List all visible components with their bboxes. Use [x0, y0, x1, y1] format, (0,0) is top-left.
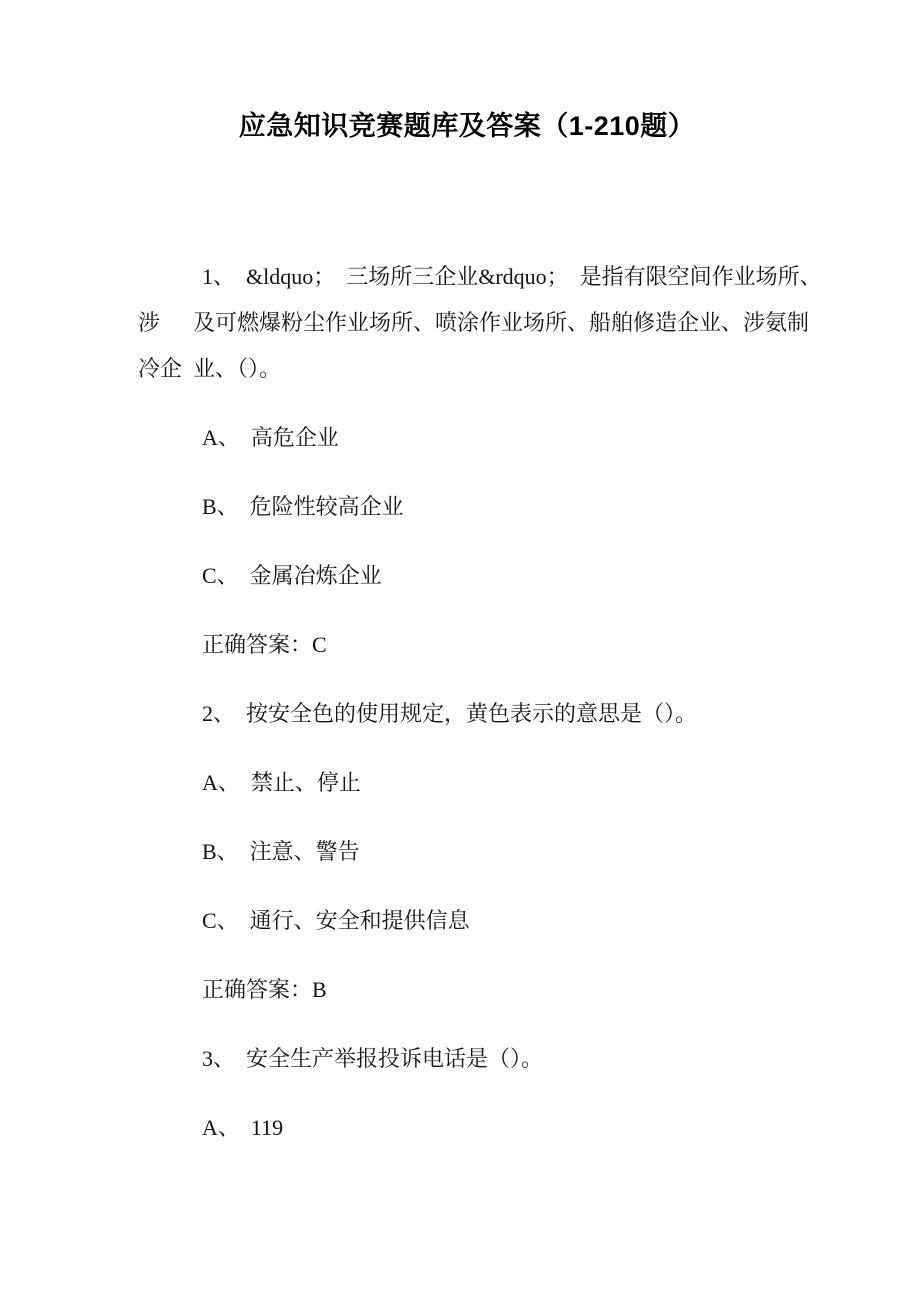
- question-3-text: [138, 1036, 796, 1082]
- question-2-line-1: 2、 按安全色的使用规定，黄色表示的意思是（）。: [202, 701, 698, 726]
- question-3: [138, 1036, 796, 1151]
- question-2-text: [138, 691, 796, 737]
- question-2-option-a: A、 禁止、停止: [202, 770, 361, 795]
- question-1-text: [138, 254, 822, 392]
- question-1-line-1: 1、 &ldquo； 三场所三企业&rdquo； 是指有限空间作业场所、: [202, 264, 822, 289]
- question-3-line-1: 3、 安全生产举报投诉电话是（）。: [202, 1046, 544, 1071]
- question-1-option-c: C、 金属冶炼企业: [202, 563, 382, 588]
- question-1-answer: 正确答案：C: [202, 632, 327, 657]
- question-2-option-b: B、 注意、警告: [202, 839, 360, 864]
- question-2-option-c: C、 通行、安全和提供信息: [202, 908, 470, 933]
- question-2: [138, 691, 796, 1013]
- document-title: 应急知识竞赛题库及答案（1-210题）: [238, 111, 696, 141]
- question-1-option-a: A、 高危企业: [202, 425, 339, 450]
- question-1: [138, 254, 822, 668]
- question-1-line-3: 冷企 业、（）。: [138, 356, 282, 381]
- question-2-answer: 正确答案：B: [202, 977, 327, 1002]
- question-1-option-b: B、 危险性较高企业: [202, 494, 404, 519]
- question-1-line-2: 涉 及可燃爆粉尘作业场所、喷涂作业场所、船舶修造企业、涉氨制: [138, 310, 810, 335]
- question-3-option-a: A、 119: [202, 1115, 284, 1140]
